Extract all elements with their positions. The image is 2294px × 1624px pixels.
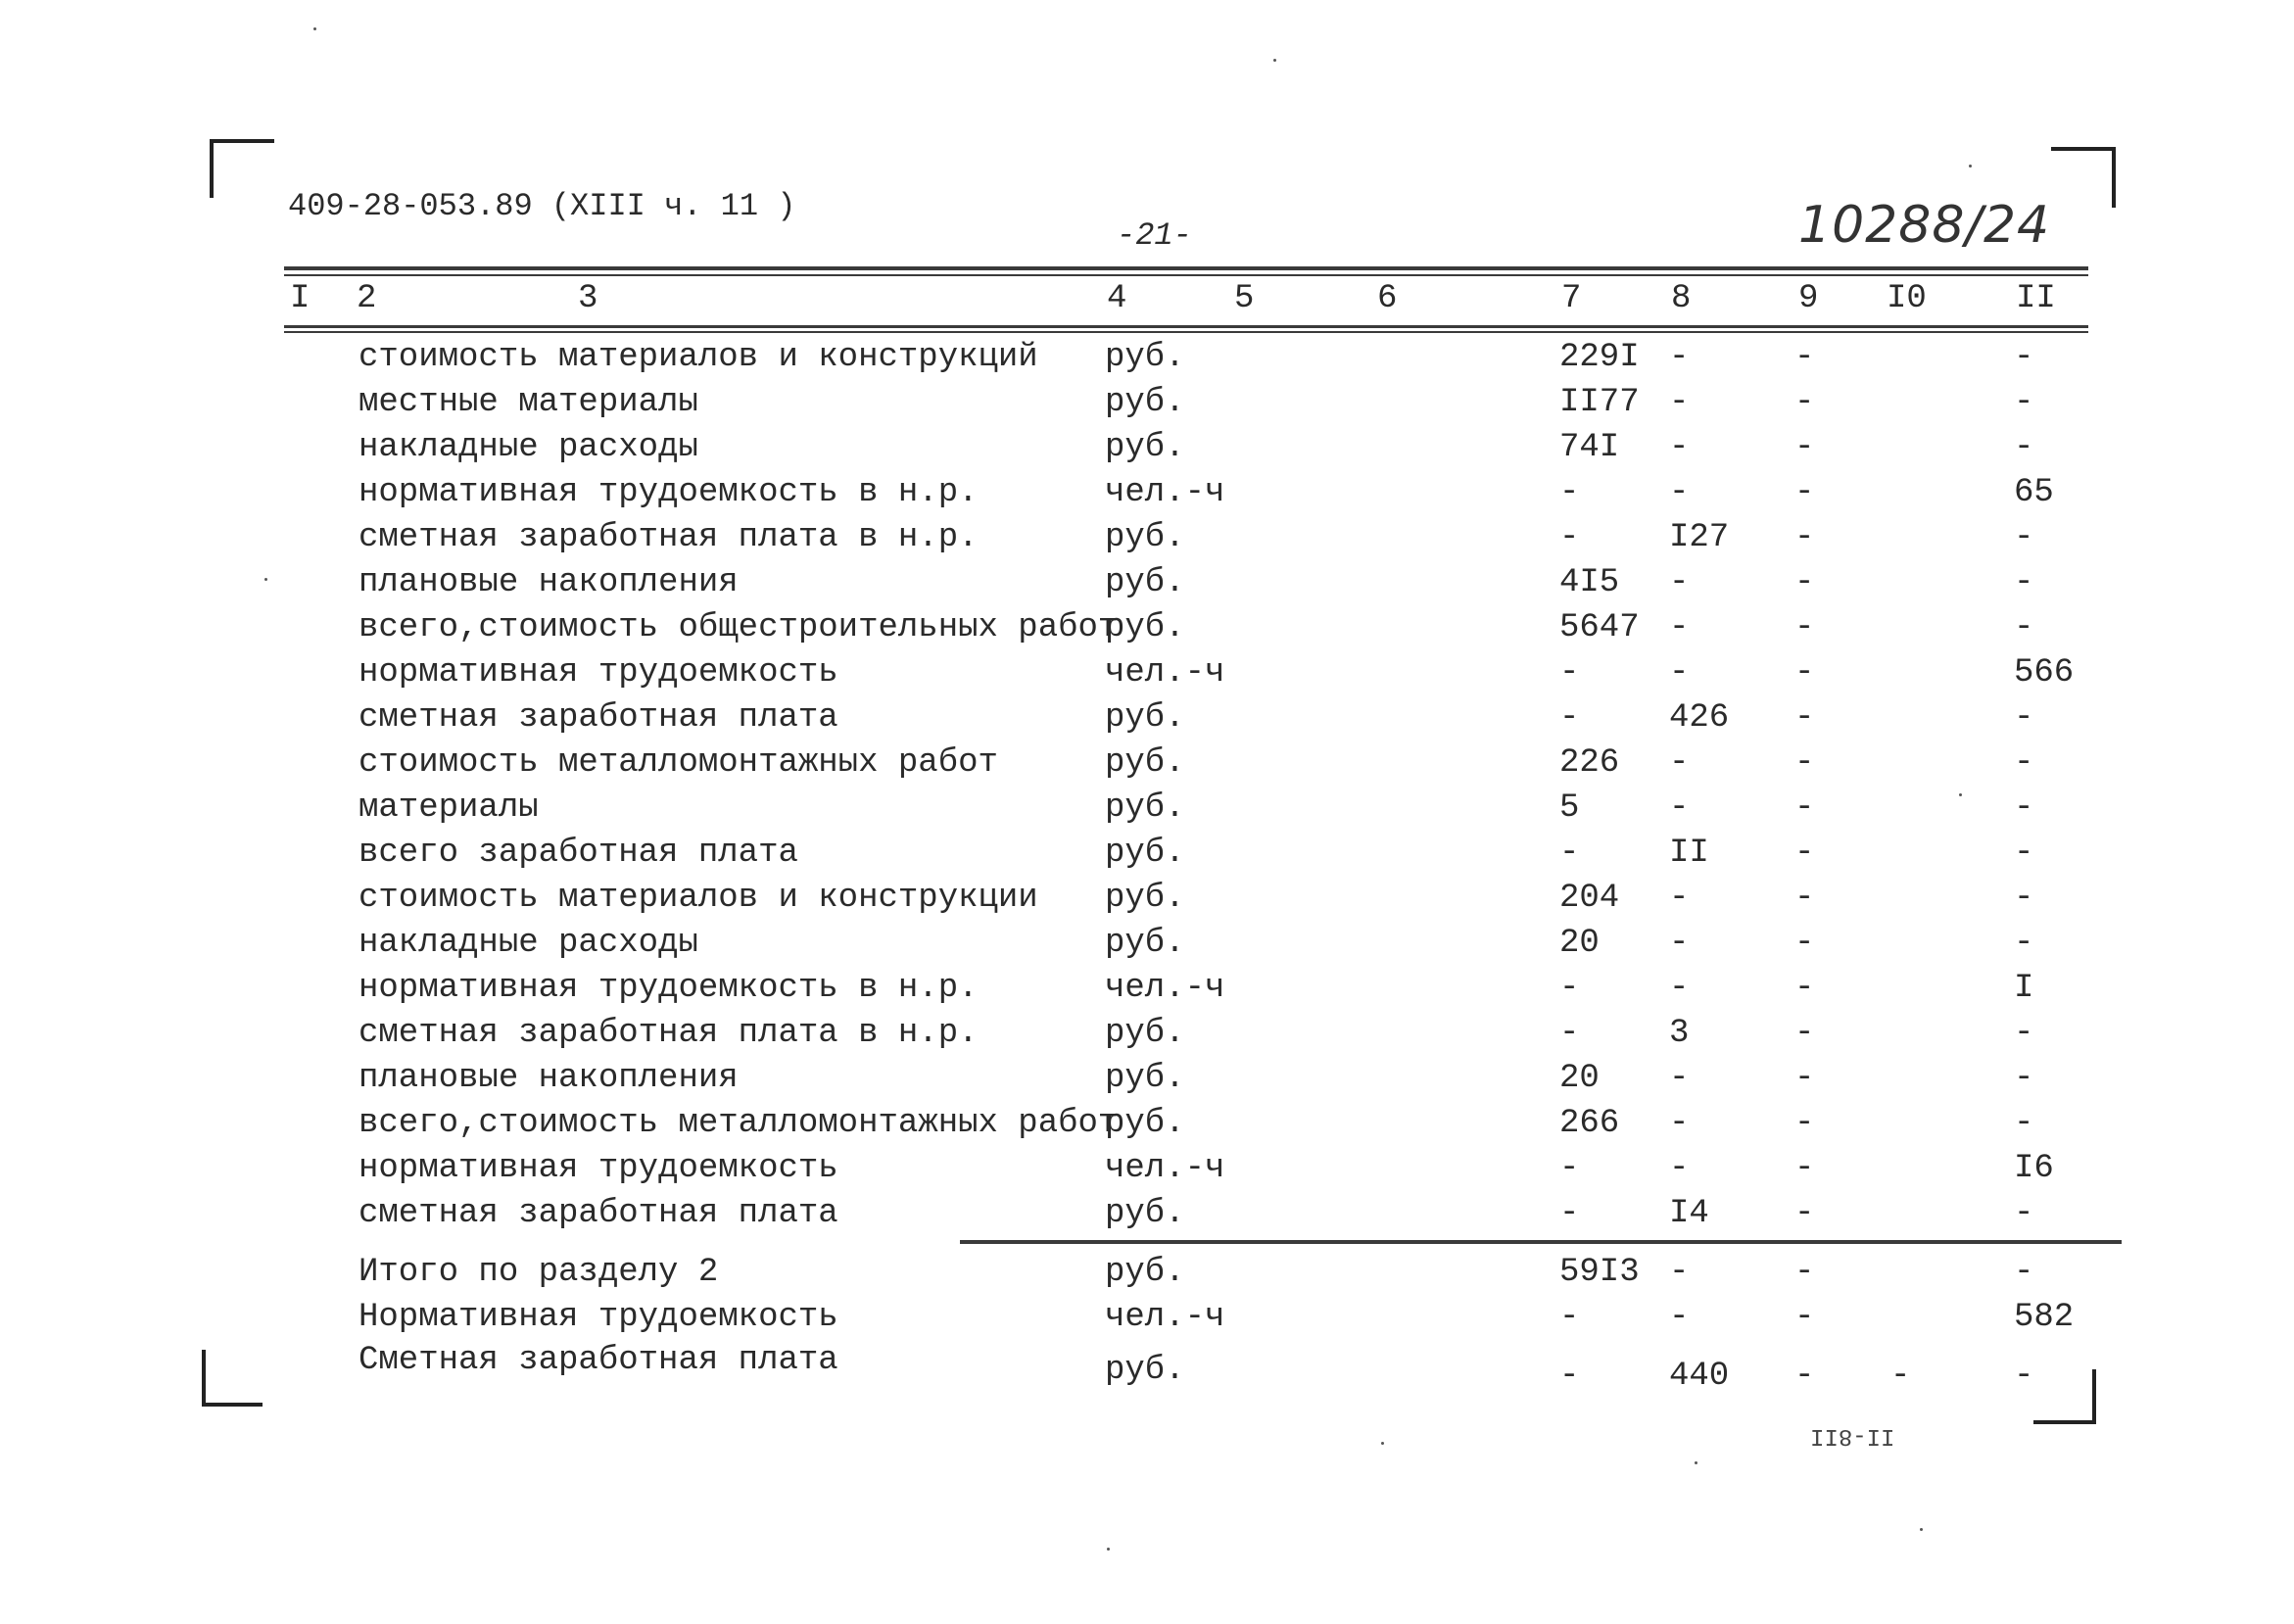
row-col9: - xyxy=(1794,789,1815,827)
column-number: 6 xyxy=(1377,280,1398,317)
header-bottom-rule-inner xyxy=(284,331,2088,333)
row-col9: - xyxy=(1794,429,1815,466)
row-unit: руб. xyxy=(1105,880,1185,917)
column-number: 5 xyxy=(1234,280,1255,317)
row-name: сметная заработная плата в н.р. xyxy=(358,519,979,556)
row-col11: - xyxy=(2014,835,2034,872)
row-name: всего заработная плата xyxy=(358,835,798,872)
totals-col7: 59I3 xyxy=(1559,1254,1640,1291)
row-col7: II77 xyxy=(1559,384,1640,421)
totals-col7: - xyxy=(1559,1299,1580,1336)
row-col8: - xyxy=(1669,970,1690,1007)
row-col11: 65 xyxy=(2014,474,2054,511)
row-col7: 226 xyxy=(1559,744,1620,782)
row-unit: руб. xyxy=(1105,699,1185,737)
row-col8: - xyxy=(1669,474,1690,511)
row-unit: руб. xyxy=(1105,1015,1185,1052)
totals-unit: руб. xyxy=(1105,1352,1185,1389)
row-col11: - xyxy=(2014,1105,2034,1142)
row-unit: руб. xyxy=(1105,384,1185,421)
row-name: всего,стоимость общестроительных работ xyxy=(358,609,1119,646)
column-number: II xyxy=(2016,280,2056,317)
document-code: 409-28-053.89 (XIII ч. 11 ) xyxy=(288,188,796,224)
row-unit: чел.-ч xyxy=(1105,474,1225,511)
scan-speck xyxy=(313,27,316,30)
row-name: сметная заработная плата xyxy=(358,1195,838,1232)
row-col9: - xyxy=(1794,925,1815,962)
scan-speck xyxy=(1920,1528,1923,1531)
row-unit: руб. xyxy=(1105,339,1185,376)
row-name: стоимость материалов и конструкций xyxy=(358,339,1038,376)
row-col9: - xyxy=(1794,609,1815,646)
row-col11: - xyxy=(2014,1195,2034,1232)
totals-col9: - xyxy=(1794,1358,1815,1395)
row-col8: - xyxy=(1669,609,1690,646)
row-col11: - xyxy=(2014,789,2034,827)
row-col8: - xyxy=(1669,654,1690,692)
row-col7: 74I xyxy=(1559,429,1620,466)
row-name: нормативная трудоемкость xyxy=(358,654,838,692)
row-col11: - xyxy=(2014,1015,2034,1052)
header-bottom-rule xyxy=(284,325,2088,328)
scan-speck xyxy=(1959,793,1962,796)
row-unit: чел.-ч xyxy=(1105,654,1225,692)
column-number: 4 xyxy=(1107,280,1127,317)
row-col11: 566 xyxy=(2014,654,2075,692)
row-col7: - xyxy=(1559,699,1580,737)
row-name: нормативная трудоемкость xyxy=(358,1150,838,1187)
footer-stamp: II-8II xyxy=(1810,1422,1895,1449)
row-col9: - xyxy=(1794,564,1815,601)
row-col7: 266 xyxy=(1559,1105,1620,1142)
row-col7: - xyxy=(1559,474,1580,511)
totals-col11: 582 xyxy=(2014,1299,2075,1336)
row-col7: - xyxy=(1559,1195,1580,1232)
column-number: I xyxy=(290,280,311,317)
column-number: I0 xyxy=(1887,280,1927,317)
row-name: всего,стоимость металломонтажных работ xyxy=(358,1105,1119,1142)
row-unit: руб. xyxy=(1105,925,1185,962)
table-top-rule-inner xyxy=(284,274,2088,276)
row-col11: - xyxy=(2014,925,2034,962)
row-col8: 3 xyxy=(1669,1015,1690,1052)
row-unit: руб. xyxy=(1105,1105,1185,1142)
row-col7: - xyxy=(1559,1015,1580,1052)
totals-name: Сметная заработная плата xyxy=(358,1342,838,1379)
row-col9: - xyxy=(1794,835,1815,872)
archive-number: 10288/24 xyxy=(1798,196,2051,255)
row-name: накладные расходы xyxy=(358,429,698,466)
row-col9: - xyxy=(1794,970,1815,1007)
column-number: 9 xyxy=(1798,280,1819,317)
row-col7: - xyxy=(1559,519,1580,556)
row-col9: - xyxy=(1794,519,1815,556)
totals-col8: 440 xyxy=(1669,1358,1730,1395)
row-name: накладные расходы xyxy=(358,925,698,962)
row-col9: - xyxy=(1794,1150,1815,1187)
row-col8: I27 xyxy=(1669,519,1730,556)
row-col8: - xyxy=(1669,429,1690,466)
row-col9: - xyxy=(1794,1105,1815,1142)
row-name: плановые накопления xyxy=(358,564,739,601)
column-number: 2 xyxy=(357,280,377,317)
row-unit: руб. xyxy=(1105,1060,1185,1097)
row-col9: - xyxy=(1794,880,1815,917)
row-name: плановые накопления xyxy=(358,1060,739,1097)
row-unit: руб. xyxy=(1105,609,1185,646)
totals-name: Итого по разделу 2 xyxy=(358,1254,719,1291)
scan-speck xyxy=(264,578,267,581)
row-col11: - xyxy=(2014,564,2034,601)
row-col7: 20 xyxy=(1559,1060,1600,1097)
row-col7: - xyxy=(1559,1150,1580,1187)
row-col11: - xyxy=(2014,609,2034,646)
column-number: 8 xyxy=(1671,280,1692,317)
row-name: стоимость металломонтажных работ xyxy=(358,744,998,782)
frame-corner-top-right xyxy=(2051,147,2116,208)
row-unit: чел.-ч xyxy=(1105,970,1225,1007)
row-unit: руб. xyxy=(1105,519,1185,556)
frame-corner-bottom-left xyxy=(202,1350,263,1407)
row-col7: - xyxy=(1559,835,1580,872)
totals-col11: - xyxy=(2014,1254,2034,1291)
totals-col9: - xyxy=(1794,1299,1815,1336)
row-col8: - xyxy=(1669,1105,1690,1142)
row-col9: - xyxy=(1794,654,1815,692)
row-col9: - xyxy=(1794,744,1815,782)
scan-speck xyxy=(1695,1461,1697,1464)
totals-col9: - xyxy=(1794,1254,1815,1291)
totals-col8: - xyxy=(1669,1254,1690,1291)
row-col8: 426 xyxy=(1669,699,1730,737)
column-number: 3 xyxy=(578,280,598,317)
table-top-rule xyxy=(284,266,2088,270)
totals-col8: - xyxy=(1669,1299,1690,1336)
row-col7: 20 xyxy=(1559,925,1600,962)
scan-speck xyxy=(1273,59,1276,62)
frame-corner-bottom-right xyxy=(2033,1369,2096,1424)
row-name: материалы xyxy=(358,789,539,827)
row-col11: - xyxy=(2014,384,2034,421)
row-name: нормативная трудоемкость в н.р. xyxy=(358,474,979,511)
row-col7: 204 xyxy=(1559,880,1620,917)
totals-unit: чел.-ч xyxy=(1105,1299,1225,1336)
totals-rule xyxy=(960,1240,2122,1244)
row-col7: - xyxy=(1559,970,1580,1007)
row-col9: - xyxy=(1794,1195,1815,1232)
row-col8: - xyxy=(1669,564,1690,601)
row-col7: 4I5 xyxy=(1559,564,1620,601)
row-col8: - xyxy=(1669,880,1690,917)
scan-speck xyxy=(1107,1548,1110,1551)
row-name: местные материалы xyxy=(358,384,698,421)
row-name: сметная заработная плата в н.р. xyxy=(358,1015,979,1052)
row-col11: - xyxy=(2014,699,2034,737)
row-col8: - xyxy=(1669,339,1690,376)
row-name: нормативная трудоемкость в н.р. xyxy=(358,970,979,1007)
row-unit: руб. xyxy=(1105,429,1185,466)
row-col9: - xyxy=(1794,1015,1815,1052)
totals-col10: - xyxy=(1890,1358,1911,1395)
row-col11: - xyxy=(2014,1060,2034,1097)
row-col9: - xyxy=(1794,339,1815,376)
row-col8: - xyxy=(1669,384,1690,421)
totals-col11: - xyxy=(2014,1358,2034,1395)
row-col11: I6 xyxy=(2014,1150,2054,1187)
totals-col7: - xyxy=(1559,1358,1580,1395)
row-unit: руб. xyxy=(1105,835,1185,872)
row-unit: руб. xyxy=(1105,744,1185,782)
row-col7: 5647 xyxy=(1559,609,1640,646)
row-col8: - xyxy=(1669,925,1690,962)
column-number: 7 xyxy=(1561,280,1582,317)
row-col9: - xyxy=(1794,384,1815,421)
totals-unit: руб. xyxy=(1105,1254,1185,1291)
row-col7: - xyxy=(1559,654,1580,692)
row-col11: I xyxy=(2014,970,2034,1007)
scan-speck xyxy=(1381,1442,1384,1445)
row-col7: 5 xyxy=(1559,789,1580,827)
row-col8: - xyxy=(1669,1060,1690,1097)
row-col11: - xyxy=(2014,880,2034,917)
row-col11: - xyxy=(2014,339,2034,376)
row-col11: - xyxy=(2014,429,2034,466)
row-unit: чел.-ч xyxy=(1105,1150,1225,1187)
row-col11: - xyxy=(2014,744,2034,782)
row-col8: - xyxy=(1669,1150,1690,1187)
frame-corner-top-left xyxy=(210,139,274,198)
row-unit: руб. xyxy=(1105,564,1185,601)
row-name: сметная заработная плата xyxy=(358,699,838,737)
row-unit: руб. xyxy=(1105,789,1185,827)
row-col7: 229I xyxy=(1559,339,1640,376)
row-col9: - xyxy=(1794,699,1815,737)
row-col9: - xyxy=(1794,474,1815,511)
row-col9: - xyxy=(1794,1060,1815,1097)
row-col8: I4 xyxy=(1669,1195,1709,1232)
row-col11: - xyxy=(2014,519,2034,556)
scan-speck xyxy=(1969,165,1972,167)
page-number: -21- xyxy=(1117,217,1192,254)
row-name: стоимость материалов и конструкции xyxy=(358,880,1038,917)
row-col8: II xyxy=(1669,835,1709,872)
row-unit: руб. xyxy=(1105,1195,1185,1232)
totals-name: Нормативная трудоемкость xyxy=(358,1299,838,1336)
row-col8: - xyxy=(1669,789,1690,827)
row-col8: - xyxy=(1669,744,1690,782)
